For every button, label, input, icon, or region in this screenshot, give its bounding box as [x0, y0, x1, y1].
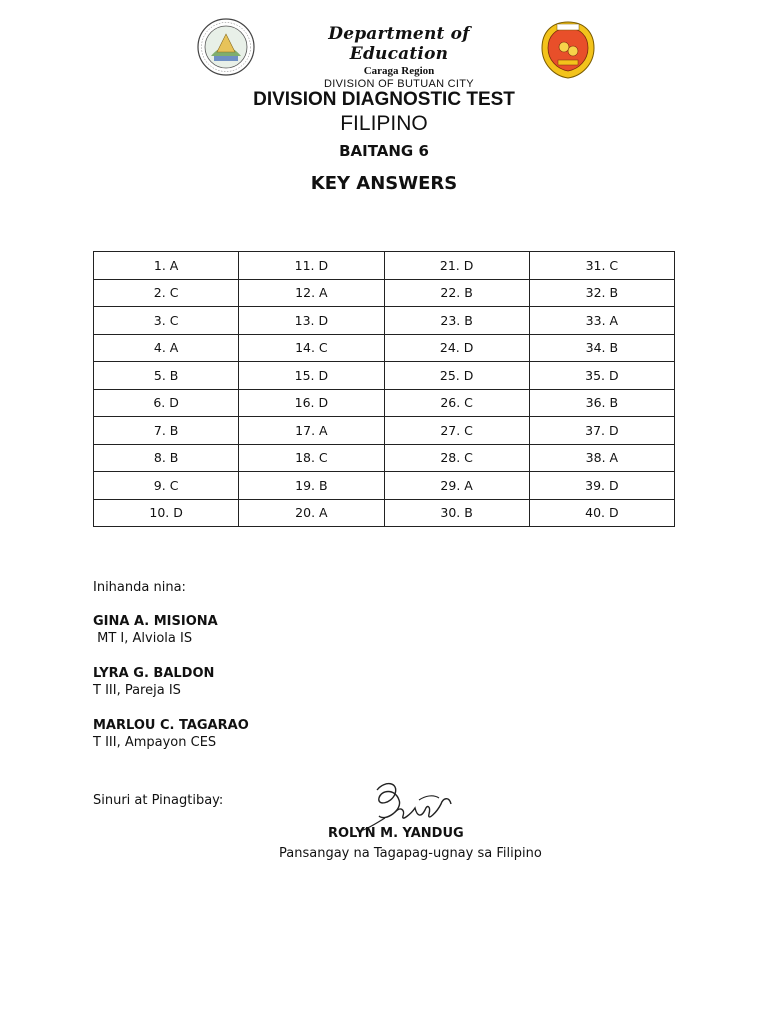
answer-cell: 14. C [239, 334, 384, 362]
answer-cell: 27. C [384, 417, 529, 445]
answer-cell: 26. C [384, 389, 529, 417]
answer-cell: 16. D [239, 389, 384, 417]
answer-cell: 8. B [94, 444, 239, 472]
document-title-block [0, 88, 768, 198]
answer-cell: 23. B [384, 307, 529, 335]
reviewed-by-label: Sinuri at Pinagtibay: [93, 793, 224, 808]
grade-title: BAITANG 6 [339, 142, 429, 160]
prepared-by-label: Inihanda nina: [93, 580, 186, 595]
answer-cell: 37. D [529, 417, 674, 445]
answer-cell: 21. D [384, 252, 529, 280]
answer-cell: 12. A [239, 279, 384, 307]
answer-cell: 4. A [94, 334, 239, 362]
preparer-position: T III, Ampayon CES [93, 735, 217, 750]
preparer-position: T III, Pareja IS [93, 683, 181, 698]
answer-cell: 19. B [239, 472, 384, 500]
answer-cell: 22. B [384, 279, 529, 307]
answer-cell: 28. C [384, 444, 529, 472]
test-title: DIVISION DIAGNOSTIC TEST [253, 89, 515, 110]
answer-cell: 3. C [94, 307, 239, 335]
preparer-name: LYRA G. BALDON [93, 666, 215, 681]
answer-cell: 31. C [529, 252, 674, 280]
signatory-title: Pansangay na Tagapag-ugnay sa Filipino [279, 846, 542, 861]
table-row [94, 389, 675, 417]
table-row [94, 307, 675, 335]
answer-cell: 5. B [94, 362, 239, 390]
table-row [94, 444, 675, 472]
answer-cell: 11. D [239, 252, 384, 280]
signatory-name: ROLYN M. YANDUG [328, 826, 464, 841]
answer-cell: 20. A [239, 499, 384, 527]
table-row [94, 252, 675, 280]
answer-cell: 18. C [239, 444, 384, 472]
preparer-name: MARLOU C. TAGARAO [93, 718, 249, 733]
table-row [94, 362, 675, 390]
answer-cell: 39. D [529, 472, 674, 500]
key-answers-heading: KEY ANSWERS [310, 173, 458, 194]
preparer-block [93, 665, 493, 699]
preparer-block [93, 717, 493, 751]
letterhead [0, 0, 768, 90]
answer-cell: 1. A [94, 252, 239, 280]
table-row [94, 499, 675, 527]
answer-cell: 17. A [239, 417, 384, 445]
answer-cell: 13. D [239, 307, 384, 335]
answer-cell: 30. B [384, 499, 529, 527]
answer-cell: 32. B [529, 279, 674, 307]
prepared-by-section [93, 580, 493, 751]
answer-cell: 25. D [384, 362, 529, 390]
table-row [94, 417, 675, 445]
division-seal-icon [197, 18, 255, 76]
answer-cell: 29. A [384, 472, 529, 500]
answer-cell: 7. B [94, 417, 239, 445]
table-row [94, 334, 675, 362]
table-row [94, 472, 675, 500]
answer-cell: 38. A [529, 444, 674, 472]
preparer-name: GINA A. MISIONA [93, 614, 218, 629]
preparer-position: MT I, Alviola IS [93, 631, 193, 646]
answer-cell: 15. D [239, 362, 384, 390]
answer-cell: 33. A [529, 307, 674, 335]
answer-cell: 35. D [529, 362, 674, 390]
answer-cell: 2. C [94, 279, 239, 307]
preparer-block [93, 613, 493, 647]
subject-title: FILIPINO [340, 112, 428, 135]
school-logo-icon [540, 20, 596, 80]
answer-cell: 36. B [529, 389, 674, 417]
answer-cell: 9. C [94, 472, 239, 500]
table-row [94, 279, 675, 307]
answer-cell: 6. D [94, 389, 239, 417]
region-name: Caraga Region [363, 65, 435, 77]
answer-cell: 40. D [529, 499, 674, 527]
department-name: Department of Education [328, 24, 470, 64]
answer-cell: 24. D [384, 334, 529, 362]
division-name: DIVISION OF BUTUAN CITY [324, 78, 474, 90]
answer-cell: 34. B [529, 334, 674, 362]
answer-cell: 10. D [94, 499, 239, 527]
answer-key-table [93, 251, 675, 527]
